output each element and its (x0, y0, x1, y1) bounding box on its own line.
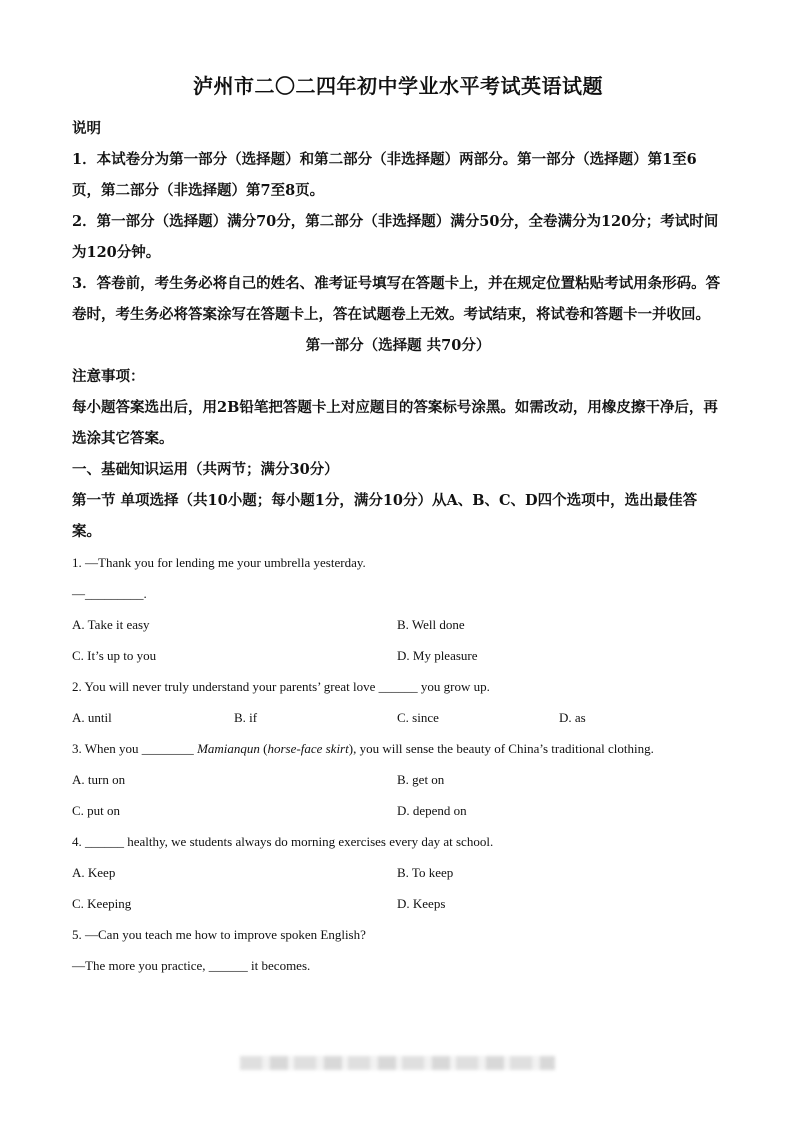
intro-item-1: 1．本试卷分为第一部分（选择题）和第二部分（非选择题）两部分。第一部分（选择题）第1至6页，第二部分（非选择题）第7至8页。 (72, 151, 697, 199)
q3-stem-c: ), you will sense the beauty of China’s traditional clothing. (348, 741, 654, 756)
question-5-line2: —The more you practice, ______ it becomes. (72, 958, 311, 973)
question-1-line1: 1. —Thank you for lending me your umbrella yesterday. (72, 555, 366, 570)
question-1-options (72, 609, 724, 671)
option-d: D. as (559, 710, 586, 725)
option-a: A. until (72, 710, 112, 725)
intro-item-2: 2．第一部分（选择题）满分70分，第二部分（非选择题）满分50分，全卷满分为120分；考试时间为120分钟。 (72, 213, 719, 261)
q3-stem-a: 3. When you ________ (72, 741, 198, 756)
intro-item-3: 3．答卷前，考生务必将自己的姓名、准考证号填写在答题卡上，并在规定位置粘贴考试用条形码。答卷时，考生务必将答案涂写在答题卡上，答在试题卷上无效。考试结束，将试卷和答题卡一并收回。 (72, 275, 721, 323)
option-a: A. Take it easy (72, 617, 150, 632)
intro-heading: 说明 (72, 120, 101, 137)
option-c: C. Keeping (72, 896, 132, 911)
subsection1-heading: 第一节 单项选择（共10小题；每小题1分，满分10分）从A、B、C、D四个选项中，选出最佳答案。 (72, 492, 698, 540)
question-2-options (72, 702, 724, 733)
option-c: C. since (397, 710, 439, 725)
option-b: B. Well done (397, 617, 465, 632)
section1-heading: 一、基础知识运用（共两节；满分30分） (72, 461, 339, 478)
option-c: C. put on (72, 803, 121, 818)
blurred-footer-watermark (240, 1056, 555, 1070)
question-3-options (72, 764, 724, 826)
notes-text: 每小题答案选出后，用2B铅笔把答题卡上对应题目的答案标号涂黑。如需改动，用橡皮擦干净后，再选涂其它答案。 (72, 399, 718, 447)
question-5-line1: 5. —Can you teach me how to improve spoken English? (72, 927, 366, 942)
question-2-stem: 2. You will never truly understand your parents’ great love ______ you grow up. (72, 679, 490, 694)
option-b: B. To keep (397, 865, 454, 880)
question-4-options (72, 857, 724, 919)
option-c: C. It’s up to you (72, 648, 157, 663)
part1-heading: 第一部分（选择题 共70分） (305, 337, 491, 354)
option-d: D. Keeps (397, 896, 446, 911)
option-b: B. get on (397, 772, 445, 787)
exam-page (72, 70, 724, 981)
question-3-stem (72, 733, 724, 764)
question-4-stem: 4. ______ healthy, we students always do morning exercises every day at school. (72, 834, 494, 849)
notes-heading: 注意事项： (72, 368, 145, 385)
q3-stem-italic2: horse-face skirt (267, 741, 349, 756)
page-title: 泸州市二〇二四年初中学业水平考试英语试题 (193, 74, 603, 98)
question-1-line2: —_________. (72, 586, 147, 601)
q3-stem-b: ( (259, 741, 268, 756)
q3-stem-italic1: Mamianqun (197, 741, 260, 756)
option-d: D. depend on (397, 803, 467, 818)
option-a: A. Keep (72, 865, 116, 880)
option-d: D. My pleasure (397, 648, 478, 663)
option-a: A. turn on (72, 772, 126, 787)
option-b: B. if (234, 710, 258, 725)
